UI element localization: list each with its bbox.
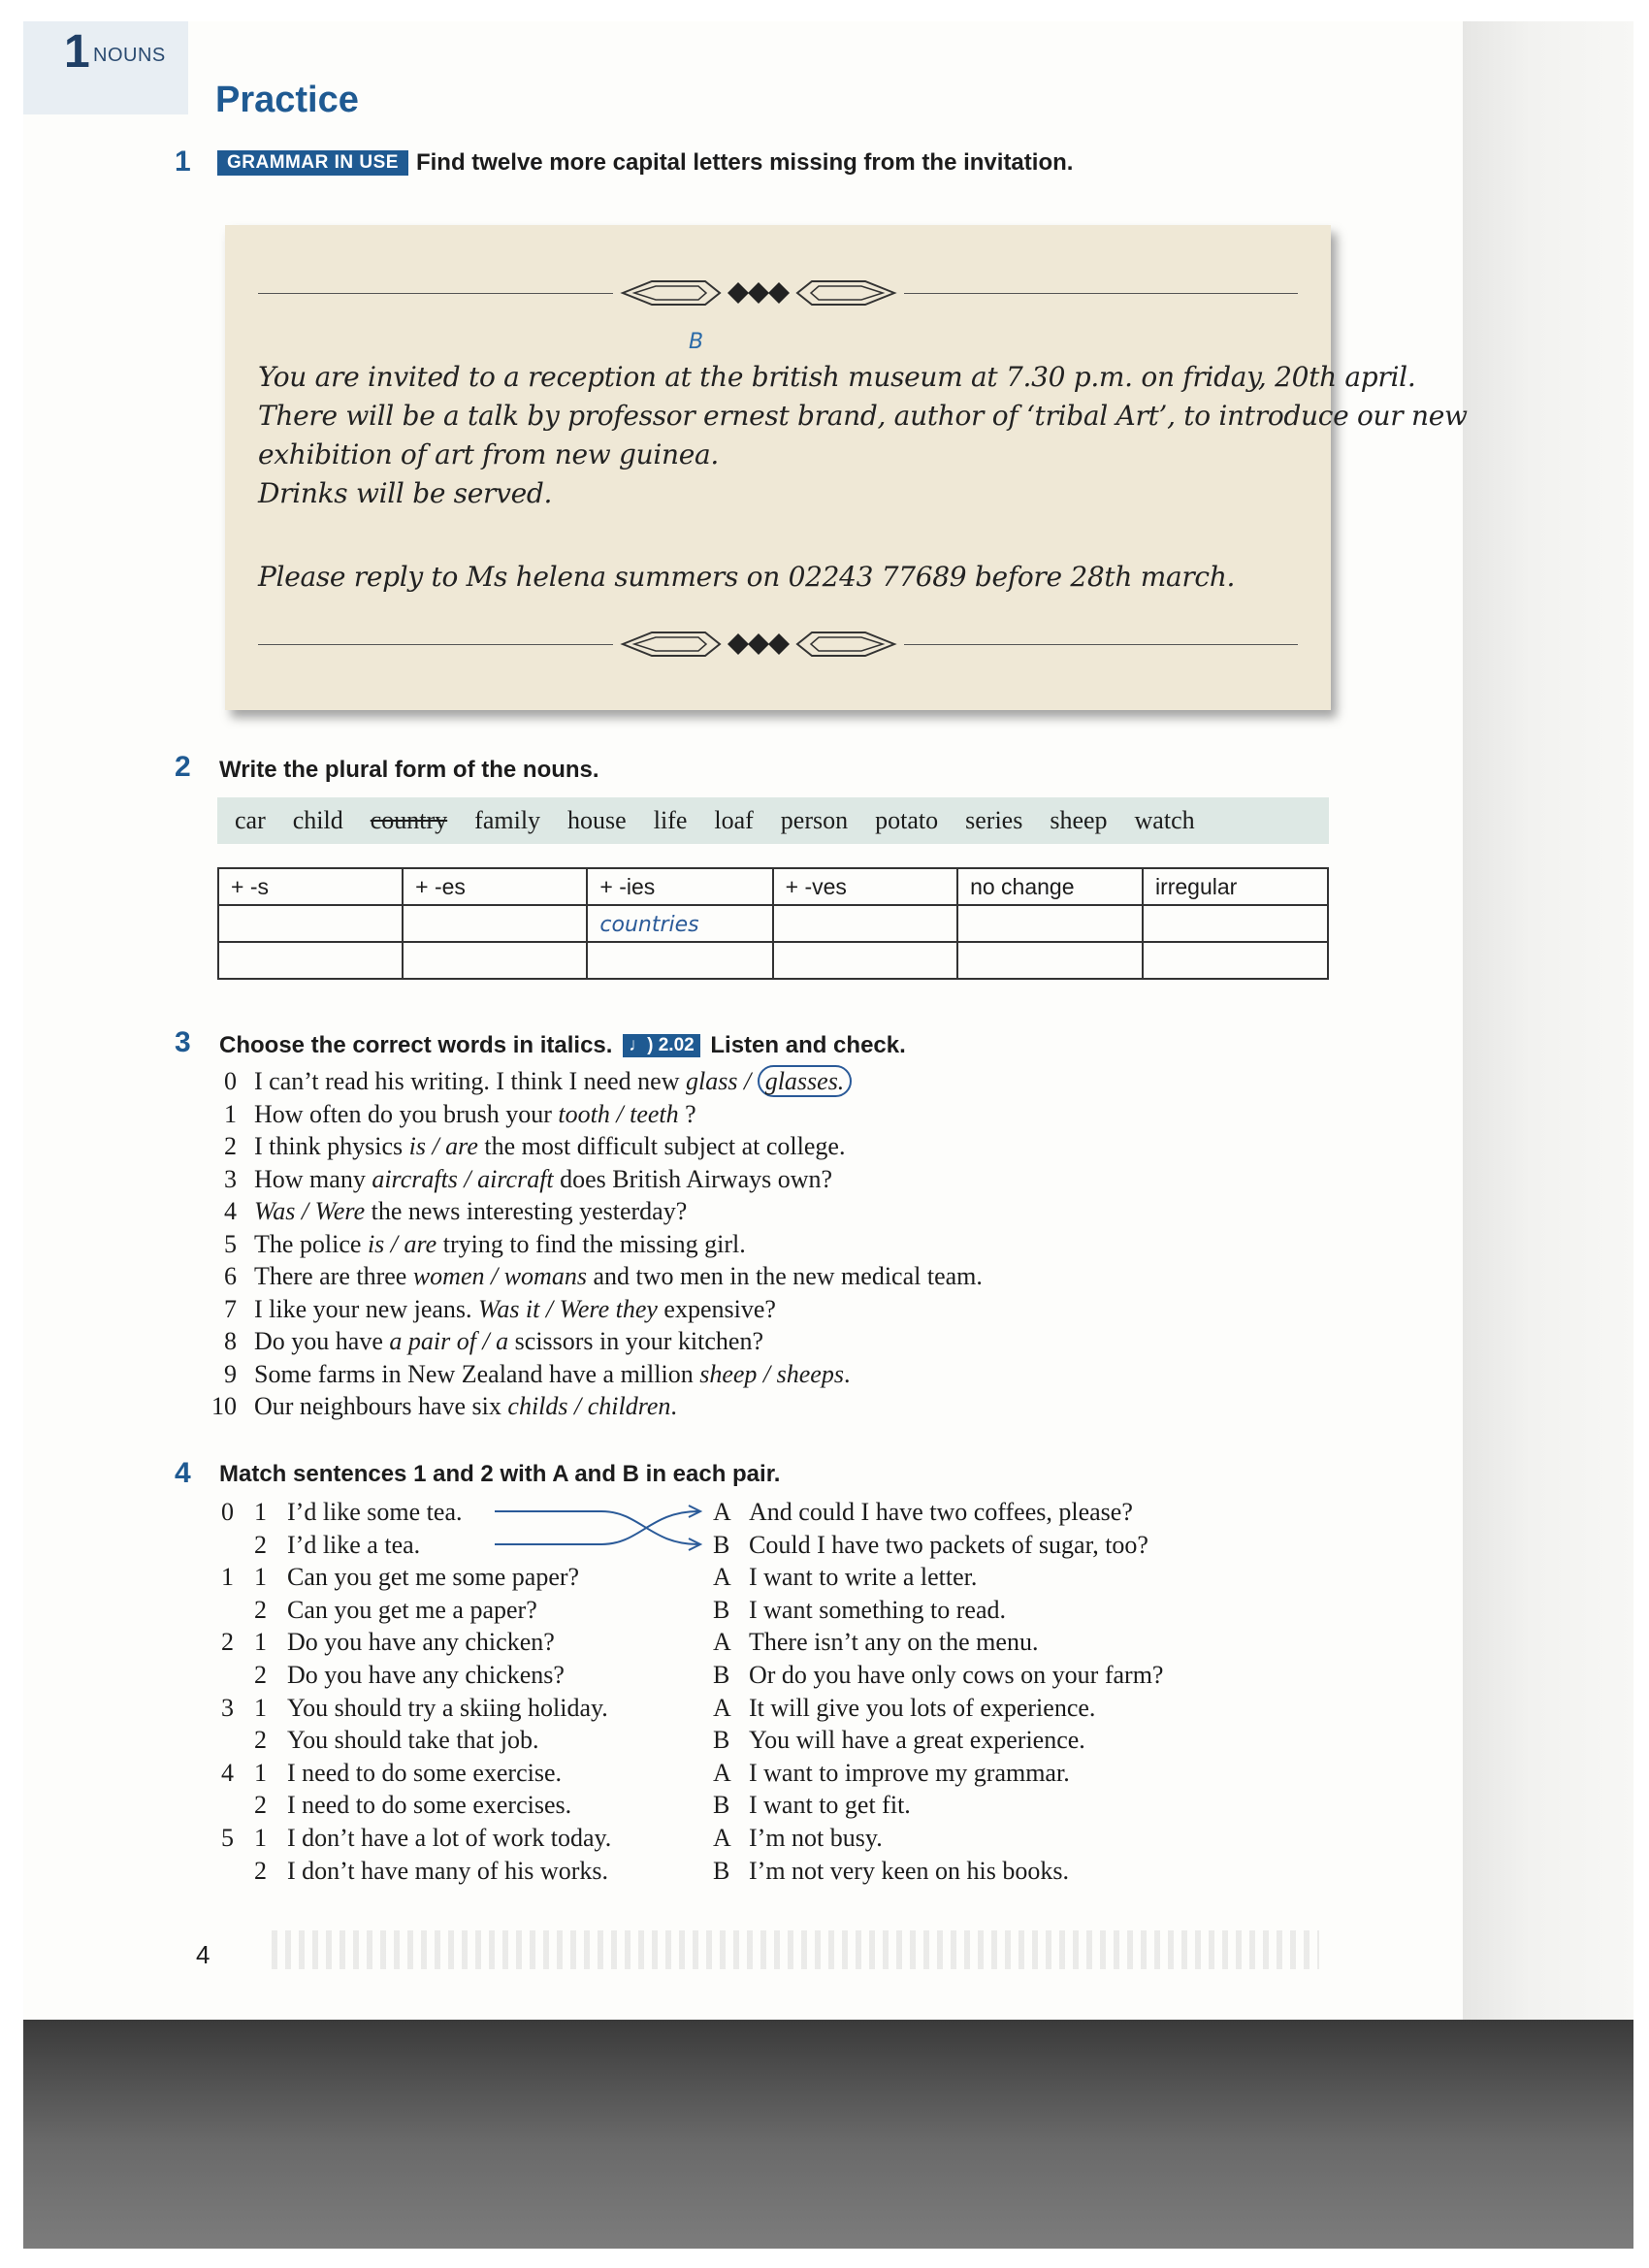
sentence-number: 1 (254, 1824, 267, 1852)
column-header: no change (957, 868, 1143, 905)
exercise-3-sentence (254, 1165, 832, 1194)
sentence-text: You should take that job. (287, 1726, 539, 1755)
exercise-3-sentence (254, 1295, 776, 1324)
sentence-text: and two men in the new medical team. (586, 1262, 983, 1290)
option-text: I’m not busy. (749, 1824, 883, 1852)
word: life (653, 806, 688, 834)
pair-number: 0 (221, 1498, 234, 1526)
word: person (780, 806, 849, 834)
option-text: I want to write a letter. (749, 1563, 978, 1592)
sentence-number: 1 (254, 1693, 267, 1722)
answer-cell[interactable] (957, 905, 1143, 942)
option-letter: B (713, 1791, 730, 1820)
table-header-row (218, 868, 1328, 905)
exercise-3-sentence (254, 1230, 746, 1259)
word-choice[interactable]: aircrafts / aircraft (372, 1164, 554, 1193)
exercise-3-sentence (254, 1132, 845, 1161)
option-letter: B (713, 1726, 730, 1755)
exercise-3-instruction (219, 1032, 906, 1059)
option-letter: A (713, 1563, 731, 1592)
option-letter: A (713, 1693, 731, 1722)
column-header: + -s (218, 868, 403, 905)
grammar-in-use-tag: GRAMMAR IN USE (217, 150, 408, 176)
option-text: And could I have two coffees, please? (749, 1498, 1133, 1526)
sentence-text: Do you have (254, 1327, 390, 1355)
exercise-3-sentence (254, 1262, 983, 1291)
option-text: It will give you lots of experience. (749, 1693, 1096, 1722)
answer-cell[interactable] (1143, 942, 1328, 979)
page-number: 4 (196, 1940, 210, 1969)
unit-tab (23, 21, 188, 114)
word: watch (1134, 806, 1195, 834)
invitation-card (225, 225, 1468, 710)
sentence-text: I’d like some tea. (287, 1498, 463, 1526)
word-choice[interactable]: glass / (686, 1067, 758, 1095)
sentence-text: . (670, 1392, 677, 1420)
sentence-text: the most difficult subject at college. (477, 1132, 846, 1160)
column-header: + -ies (587, 868, 772, 905)
option-letter: A (713, 1498, 731, 1526)
exercise-3-sentence (254, 1197, 687, 1226)
item-number: 1 (224, 1099, 237, 1128)
answer-cell[interactable] (218, 942, 403, 979)
sentence-text: There are three (254, 1262, 413, 1290)
sentence-text: Our neighbours have six (254, 1392, 508, 1420)
speaker-icon: ♩) (629, 1035, 654, 1055)
sentence-number: 2 (254, 1661, 267, 1689)
invitation-line-3: exhibition of art from new guinea. (258, 438, 720, 470)
invitation-line-2: There will be a talk by professor ernest brand, author of ‘tribal Art’, to introduce our new (258, 400, 1468, 432)
option-text: Could I have two packets of sugar, too? (749, 1530, 1148, 1559)
column-header: irregular (1143, 868, 1328, 905)
ornament-top-icon (613, 274, 904, 312)
sentence-text: I can’t read his writing. I think I need new (254, 1067, 686, 1095)
sentence-text: I don’t have many of his works. (287, 1856, 608, 1885)
word-choice[interactable]: childs / children (507, 1392, 671, 1420)
sentence-number: 1 (254, 1498, 267, 1526)
option-text: I’m not very keen on his books. (749, 1856, 1070, 1885)
exercise-3-sentence (254, 1100, 696, 1129)
sentence-text: trying to find the missing girl. (436, 1229, 746, 1258)
sentence-text: I’d like a tea. (287, 1530, 421, 1559)
sentence-text: Do you have any chickens? (287, 1661, 565, 1689)
word: series (965, 806, 1023, 834)
item-number: 0 (224, 1067, 237, 1095)
sentence-text: The police (254, 1229, 368, 1258)
sentence-text: Do you have any chicken? (287, 1628, 555, 1657)
exercise-2-number: 2 (175, 751, 191, 783)
option-letter: A (713, 1824, 731, 1852)
word: family (474, 806, 541, 834)
exercise-1-text: Find twelve more capital letters missing from the invitation. (415, 149, 1074, 176)
sentence-text: How many (254, 1164, 372, 1193)
option-letter: B (713, 1856, 730, 1885)
ornament-bottom-icon (613, 625, 904, 664)
exercise-3-sentence (254, 1067, 852, 1096)
pair-number: 2 (221, 1628, 234, 1657)
sentence-text: does British Airways own? (553, 1164, 833, 1193)
page-edge-shadow (1463, 21, 1633, 2020)
example-answer: countries (599, 912, 699, 937)
option-text: I want to get fit. (749, 1791, 911, 1820)
sentence-number: 1 (254, 1628, 267, 1657)
audio-track-badge[interactable] (623, 1034, 700, 1057)
unit-number: 1 (64, 26, 90, 78)
item-number: 8 (224, 1327, 237, 1355)
option-letter: B (713, 1530, 730, 1559)
answer-cell-example (587, 905, 772, 942)
exercise-4-instruction: Match sentences 1 and 2 with A and B in each pair. (219, 1461, 781, 1487)
sentence-number: 2 (254, 1791, 267, 1820)
scanner-background (23, 2020, 1633, 2249)
sentence-text: ? (678, 1099, 696, 1128)
answer-cell[interactable] (587, 942, 772, 979)
table-row (218, 942, 1328, 979)
pair-number: 4 (221, 1758, 234, 1787)
faint-background-print (272, 1930, 1319, 1969)
word: potato (875, 806, 939, 834)
option-text: I want to improve my grammar. (749, 1758, 1070, 1787)
table-row (218, 905, 1328, 942)
invitation-line-5: Please reply to Ms helena summers on 02243 77689 before 28th march. (258, 561, 1236, 593)
sentence-number: 2 (254, 1530, 267, 1559)
audio-track-number: 2.02 (658, 1035, 695, 1055)
word-choice[interactable]: is / are (408, 1132, 478, 1160)
sentence-text: I don’t have a lot of work today. (287, 1824, 612, 1852)
sentence-text: I like your new jeans. (254, 1294, 479, 1323)
option-letter: B (713, 1595, 730, 1624)
sentence-text: expensive? (657, 1294, 776, 1323)
word: child (292, 806, 343, 834)
item-number: 4 (224, 1197, 237, 1225)
sentence-number: 1 (254, 1563, 267, 1592)
exercise-3-suffix: Listen and check. (710, 1032, 906, 1058)
sentence-text: Can you get me a paper? (287, 1595, 537, 1624)
word-choice[interactable]: sheep / sheeps (699, 1359, 844, 1388)
exercise-3-sentence (254, 1327, 763, 1356)
answer-cell[interactable] (773, 905, 957, 942)
exercise-3-sentence (254, 1392, 677, 1421)
answer-cell[interactable] (403, 905, 587, 942)
item-number: 10 (211, 1392, 237, 1420)
exercise-1-number: 1 (175, 146, 191, 178)
invitation-line-4: Drinks will be served. (258, 477, 553, 509)
exercise-1-instruction (217, 149, 1073, 177)
sentence-text: How often do you brush your (254, 1099, 559, 1128)
word: house (567, 806, 627, 834)
sentence-text: Can you get me some paper? (287, 1563, 580, 1592)
sentence-text: I need to do some exercises. (287, 1791, 572, 1820)
matching-arrows-icon (485, 1502, 718, 1560)
word-crossed-out: country (370, 806, 448, 834)
word-choice[interactable]: a pair of / a (389, 1327, 509, 1355)
item-number: 6 (224, 1262, 237, 1290)
word-choice[interactable]: is / are (367, 1229, 437, 1258)
item-number: 2 (224, 1132, 237, 1160)
item-number: 9 (224, 1359, 237, 1388)
plural-table (217, 867, 1329, 980)
option-text: I want something to read. (749, 1595, 1006, 1624)
sentence-number: 2 (254, 1726, 267, 1755)
column-header: + -es (403, 868, 587, 905)
section-title: Practice (215, 80, 359, 120)
sentence-text: I need to do some exercise. (287, 1758, 563, 1787)
exercise-3-number: 3 (175, 1026, 191, 1058)
circled-answer: glasses. (758, 1065, 853, 1097)
sentence-text: You should try a skiing holiday. (287, 1693, 608, 1722)
sentence-text: I think physics (254, 1132, 409, 1160)
item-number: 5 (224, 1229, 237, 1258)
option-text: Or do you have only cows on your farm? (749, 1661, 1164, 1689)
pair-number: 5 (221, 1824, 234, 1852)
item-number: 3 (224, 1164, 237, 1193)
sentence-number: 2 (254, 1595, 267, 1624)
word-choice[interactable]: women / womans (412, 1262, 587, 1290)
handwritten-correction: B (689, 330, 704, 354)
answer-cell[interactable] (773, 942, 957, 979)
column-header: + -ves (773, 868, 957, 905)
word-choice[interactable]: tooth / teeth (558, 1099, 679, 1128)
word: loaf (714, 806, 754, 834)
sentence-text: the news interesting yesterday? (365, 1197, 688, 1225)
pair-number: 3 (221, 1693, 234, 1722)
item-number: 7 (224, 1294, 237, 1323)
sentence-text: Some farms in New Zealand have a million (254, 1359, 700, 1388)
word-box (217, 797, 1329, 844)
word-choice[interactable]: Was it / Were they (478, 1294, 658, 1323)
answer-cell[interactable] (957, 942, 1143, 979)
exercise-3-text: Choose the correct words in italics. (219, 1032, 613, 1058)
sentence-text: scissors in your kitchen? (508, 1327, 763, 1355)
word-choice[interactable]: Was / Were (254, 1197, 366, 1225)
option-letter: A (713, 1758, 731, 1787)
sentence-text: . (843, 1359, 851, 1388)
option-letter: B (713, 1661, 730, 1689)
word: car (235, 806, 266, 834)
exercise-3-sentence (254, 1360, 850, 1389)
option-text: You will have a great experience. (749, 1726, 1085, 1755)
answer-cell[interactable] (1143, 905, 1328, 942)
sentence-number: 1 (254, 1758, 267, 1787)
answer-cell[interactable] (218, 905, 403, 942)
option-letter: A (713, 1628, 731, 1657)
unit-name: NOUNS (93, 45, 166, 66)
answer-cell[interactable] (403, 942, 587, 979)
exercise-2-instruction: Write the plural form of the nouns. (219, 757, 599, 783)
sentence-number: 2 (254, 1856, 267, 1885)
option-text: There isn’t any on the menu. (749, 1628, 1039, 1657)
pair-number: 1 (221, 1563, 234, 1592)
invitation-line-1: You are invited to a reception at the british museum at 7.30 p.m. on friday, 20th april. (258, 361, 1416, 393)
exercise-4-number: 4 (175, 1457, 191, 1489)
word: sheep (1050, 806, 1108, 834)
